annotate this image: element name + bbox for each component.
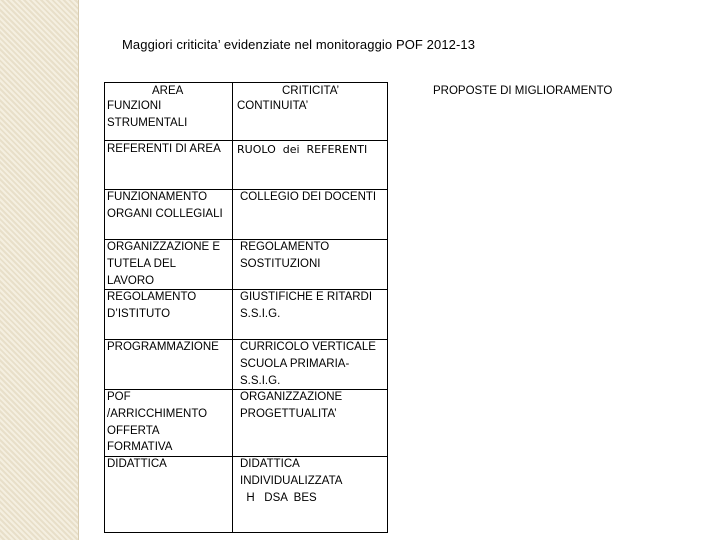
criticita-cell-collegio: COLLEGIO DEI DOCENTI [240, 191, 377, 203]
header-proposte: PROPOSTE DI MIGLIORAMENTO [433, 85, 613, 97]
area-cell-funzionamento: FUNZIONAMENTO ORGANI COLLEGIALI [107, 191, 223, 220]
header-criticita: CRITICITA’ [282, 85, 340, 97]
criticita-cell-continuita: CONTINUITA’ [237, 100, 309, 112]
decorative-side-strip [0, 0, 79, 540]
column-divider [232, 83, 233, 532]
header-area: AREA [152, 85, 184, 97]
area-cell-regolamento-istituto: REGOLAMENTO D’ISTITUTO [107, 291, 197, 320]
area-cell-pof: POF /ARRICCHIMENTO OFFERTA FORMATIVA DIDATTICA [107, 391, 208, 471]
criticita-cell-didattica: DIDATTICA INDIVIDUALIZZATA H DSA BES [240, 458, 343, 504]
area-cell-referenti: REFERENTI DI AREA [107, 143, 221, 155]
page-title: Maggiori criticita’ evidenziate nel monitoraggio POF 2012-13 [122, 37, 476, 52]
column-divider [387, 83, 388, 532]
area-cell-funzioni-strumentali: FUNZIONI STRUMENTALI [107, 100, 188, 129]
criticita-cell-ruolo-referenti: RUOLO dei REFERENTI [237, 143, 368, 156]
area-cell-programmazione: PROGRAMMAZIONE [107, 341, 219, 353]
area-cell-organizzazione: ORGANIZZAZIONE E TUTELA DEL LAVORO [107, 241, 221, 287]
criticita-cell-regolamento-sostituzioni: REGOLAMENTO SOSTITUZIONI [240, 241, 330, 270]
criticita-cell-giustifiche: GIUSTIFICHE E RITARDI S.S.I.G. [240, 291, 373, 320]
criticita-cell-curricolo: CURRICOLO VERTICALE SCUOLA PRIMARIA- S.S.I.G. [240, 341, 376, 387]
criticita-cell-organizzazione-progettualita: ORGANIZZAZIONE PROGETTUALITA’ [240, 391, 343, 420]
